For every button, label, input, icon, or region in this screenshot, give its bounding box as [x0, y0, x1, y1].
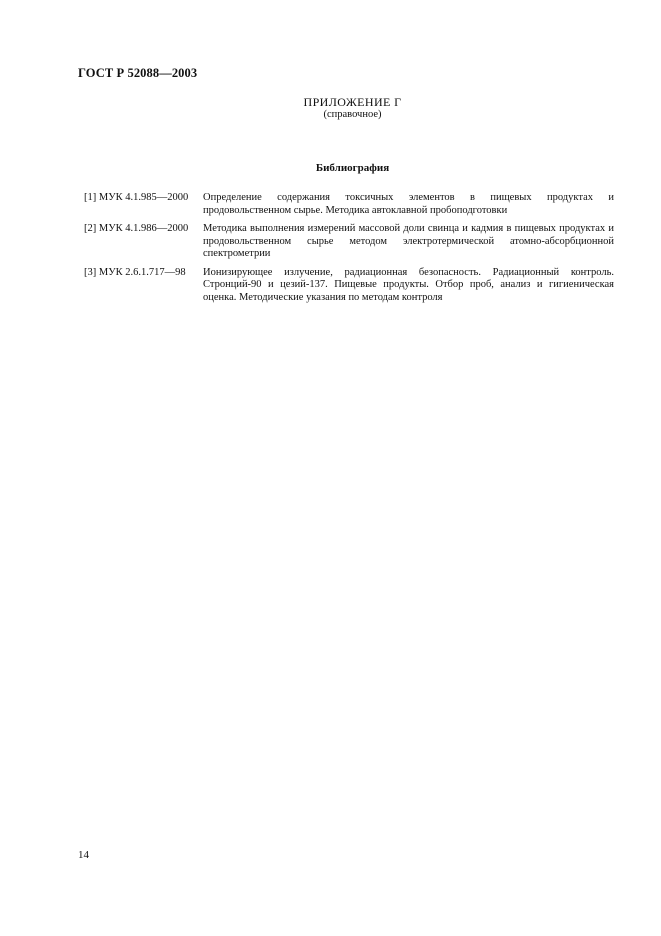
- bibliography-ref: [3] МУК 2.6.1.717—98: [84, 266, 186, 278]
- bibliography-heading: Библиография: [315, 162, 390, 174]
- page-number: 14: [78, 849, 89, 861]
- bibliography-entry: [84, 192, 614, 217]
- bibliography-entry: [84, 267, 614, 305]
- bibliography-list: [84, 192, 614, 310]
- bibliography-text: Методика выполнения измерений массовой доли свинца и кадмия в пищевых продуктах и продовольственном сырье методом электротермической атомно-абсорбционной спектрометрии: [203, 223, 614, 259]
- bibliography-ref: [2] МУК 4.1.986—2000: [84, 223, 189, 234]
- appendix-block: [22, 96, 661, 121]
- appendix-title: ПРИЛОЖЕНИЕ Г: [303, 95, 402, 109]
- bibliography-entry: [84, 223, 614, 261]
- appendix-subtitle: (справочное): [323, 109, 382, 120]
- bibliography-ref: [1] МУК 4.1.985—2000: [84, 192, 189, 203]
- standard-designation: ГОСТ Р 52088—2003: [78, 66, 198, 80]
- bibliography-text: Определение содержания токсичных элементов в пищевых продуктах и продовольственном сырье. Методика автоклавной пробоподготовки: [203, 192, 614, 216]
- bibliography-text: Ионизирующее излучение, радиационная безопасность. Радиационный контроль. Стронций-90 и цезий-137. Пищевые продукты. Отбор проб, анализ и гигиеническая оценка. Методические указания по методам контроля: [203, 266, 614, 303]
